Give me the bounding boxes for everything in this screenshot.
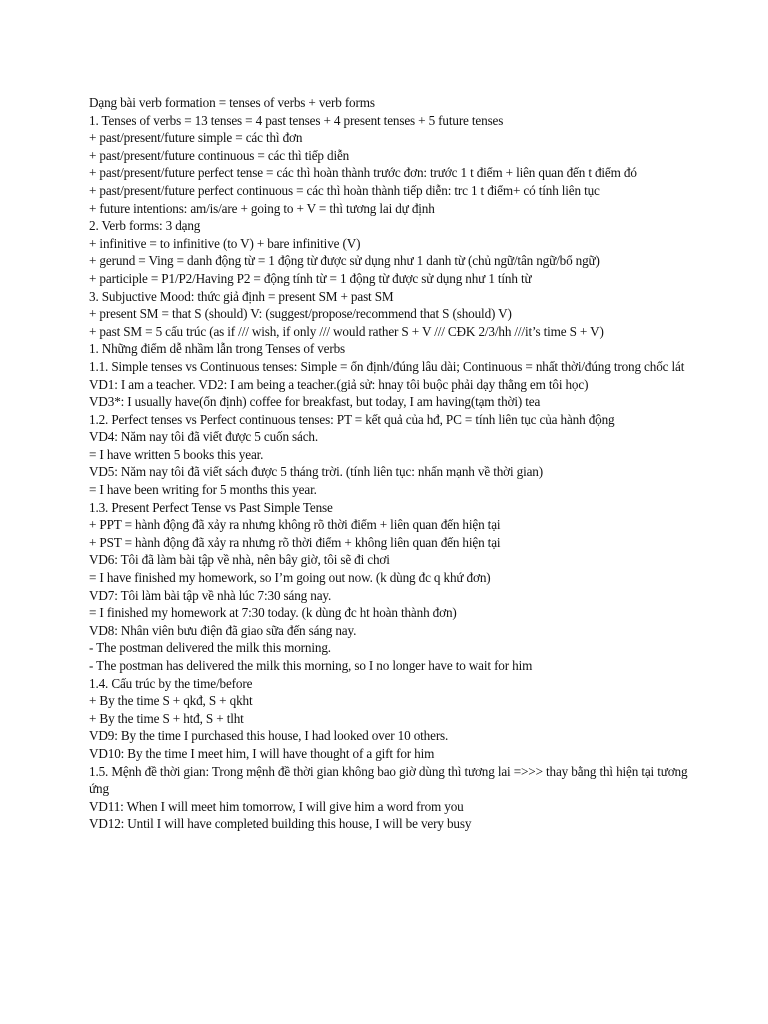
text-line: + past/present/future perfect continuous = các thì hoàn thành tiếp diễn: trc 1 t điểm+ có tính liên tục — [89, 182, 600, 198]
text-line: VD4: Năm nay tôi đã viết được 5 cuốn sách. — [89, 429, 319, 445]
text-line: VD7: Tôi làm bài tập về nhà lúc 7:30 sáng nay. — [89, 587, 332, 603]
text-line: 3. Subjuctive Mood: thức giả định = present SM + past SM — [89, 288, 394, 304]
text-line: + PPT = hành động đã xảy ra nhưng không rõ thời điểm + liên quan đến hiện tại — [89, 517, 501, 533]
text-line: + future intentions: am/is/are + going to + V = thì tương lai dự định — [89, 200, 435, 216]
text-line: - The postman has delivered the milk this morning, so I no longer have to wait for him — [89, 658, 533, 673]
text-line: = I have written 5 books this year. — [89, 446, 264, 462]
document-body — [89, 94, 689, 833]
text-line: VD3*: I usually have(ổn định) coffee for breakfast, but today, I am having(tạm thời) tea — [89, 394, 541, 410]
text-line: 1.5. Mệnh đề thời gian: Trong mệnh đề thời gian không bao giờ dùng thì tương lai =>>> thay bằng thì hiện tại tương ứng — [89, 763, 688, 797]
text-line: 1.1. Simple tenses vs Continuous tenses: Simple = ổn định/đúng lâu dài; Continuous = nhất thời/đúng trong chốc lát — [89, 358, 685, 374]
text-line: + PST = hành động đã xảy ra nhưng rõ thời điểm + không liên quan đến hiện tại — [89, 534, 501, 550]
text-line: + By the time S + qkđ, S + qkht — [89, 693, 253, 709]
text-line: - The postman delivered the milk this morning. — [89, 640, 331, 656]
text-line: 1. Những điểm dễ nhầm lẫn trong Tenses of verbs — [89, 341, 346, 357]
text-line: VD1: I am a teacher. VD2: I am being a teacher.(giả sử: hnay tôi buộc phải dạy thằng em tôi học) — [89, 376, 589, 392]
text-line: + infinitive = to infinitive (to V) + bare infinitive (V) — [89, 235, 361, 251]
text-line: + past/present/future perfect tense = các thì hoàn thành trước đơn: trước 1 t điểm + liên quan đến t điểm đó — [89, 165, 637, 181]
text-line: 2. Verb forms: 3 dạng — [89, 218, 201, 234]
text-line: + present SM = that S (should) V: (suggest/propose/recommend that S (should) V) — [89, 306, 512, 322]
text-line: = I have finished my homework, so I’m going out now. (k dùng đc q khứ đơn) — [89, 570, 491, 586]
text-line: 1.3. Present Perfect Tense vs Past Simple Tense — [89, 499, 333, 515]
text-line: 1. Tenses of verbs = 13 tenses = 4 past tenses + 4 present tenses + 5 future tenses — [89, 112, 504, 128]
text-line: = I have been writing for 5 months this year. — [89, 482, 317, 498]
text-line: = I finished my homework at 7:30 today. (k dùng đc ht hoàn thành đơn) — [89, 605, 457, 621]
text-line: VD5: Năm nay tôi đã viết sách được 5 tháng trời. (tính liên tục: nhấn mạnh về thời gian) — [89, 464, 543, 480]
text-line: VD9: By the time I purchased this house, I had looked over 10 others. — [89, 728, 449, 744]
text-line: + gerund = Ving = danh động từ = 1 động từ được sử dụng như 1 danh từ (chủ ngữ/tân ngữ/bổ ngữ) — [89, 253, 600, 269]
text-line: VD12: Until I will have completed building this house, I will be very busy — [89, 816, 472, 832]
text-line: VD11: When I will meet him tomorrow, I will give him a word from you — [89, 798, 464, 814]
text-line: VD10: By the time I meet him, I will have thought of a gift for him — [89, 745, 435, 761]
text-line: 1.2. Perfect tenses vs Perfect continuous tenses: PT = kết quả của hđ, PC = tính liên tục của hành động — [89, 411, 615, 427]
text-line: + past SM = 5 cấu trúc (as if /// wish, if only /// would rather S + V /// CĐK 2/3/hh ///it’s time S + V) — [89, 323, 604, 339]
text-line: Dạng bài verb formation = tenses of verbs + verb forms — [89, 95, 375, 110]
text-line: 1.4. Cấu trúc by the time/before — [89, 675, 253, 691]
text-line: + participle = P1/P2/Having P2 = động tính từ = 1 động từ được sử dụng như 1 tính từ — [89, 270, 532, 286]
text-line: + past/present/future simple = các thì đơn — [89, 130, 303, 146]
text-line: VD6: Tôi đã làm bài tập về nhà, nên bây giờ, tôi sẽ đi chơi — [89, 552, 390, 568]
text-line: VD8: Nhân viên bưu điện đã giao sữa đến sáng nay. — [89, 622, 357, 638]
text-line: + past/present/future continuous = các thì tiếp diễn — [89, 147, 350, 163]
text-line: + By the time S + htđ, S + tlht — [89, 710, 244, 726]
